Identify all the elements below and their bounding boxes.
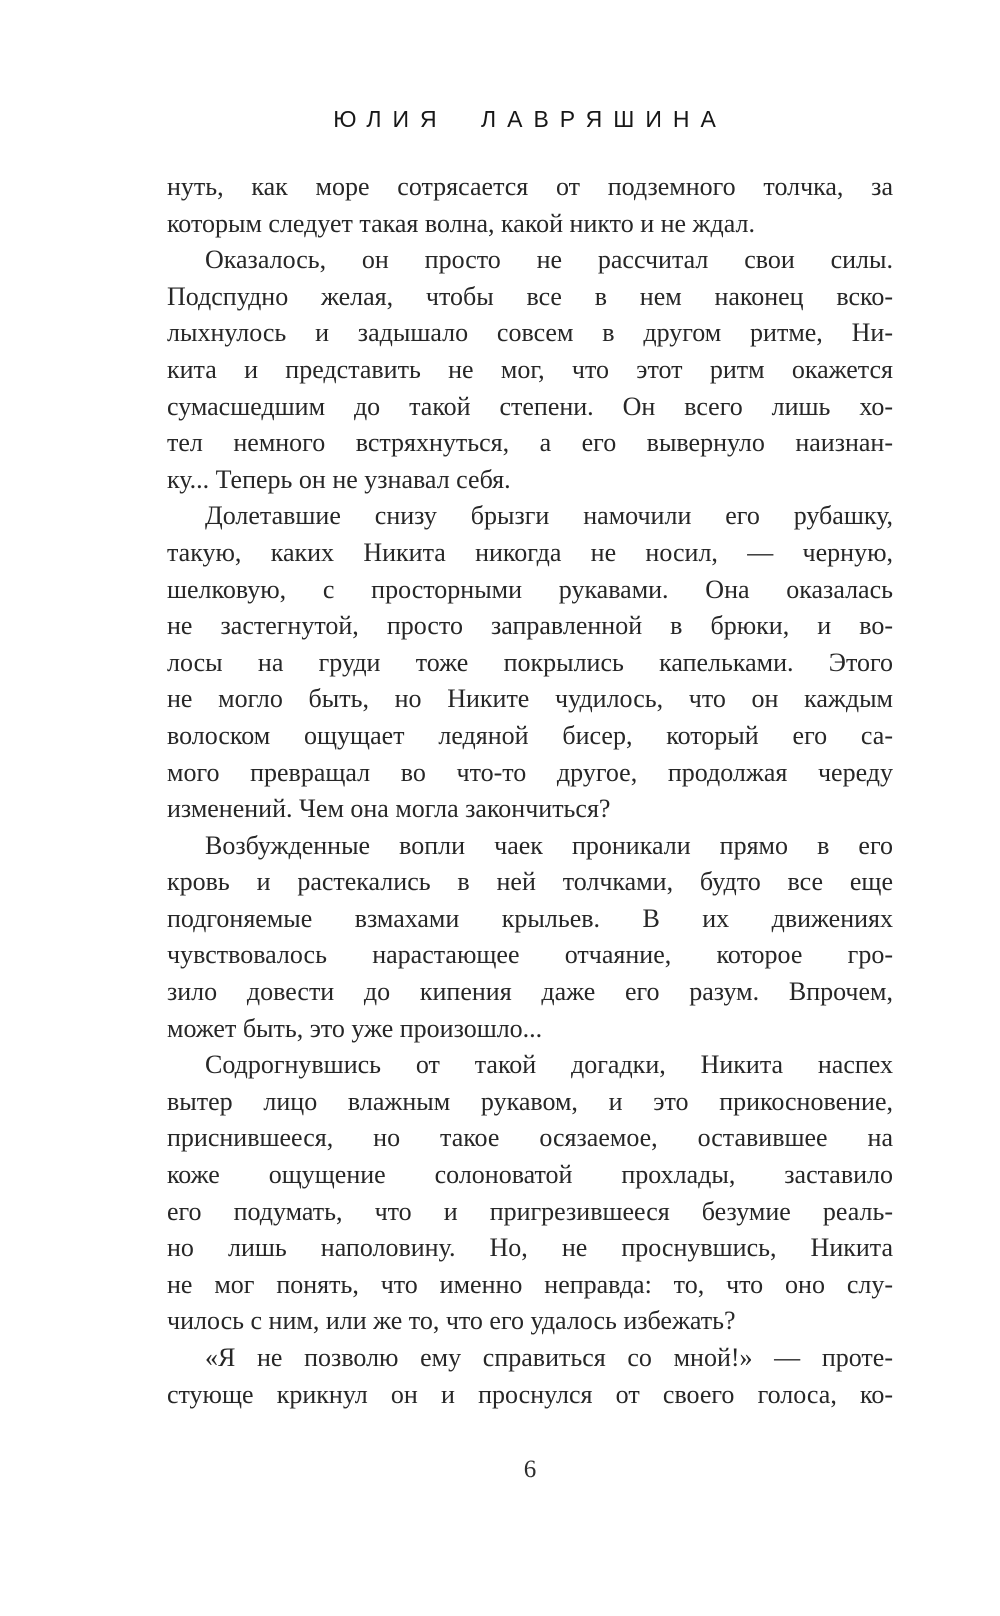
text-line: вытер лицо влажным рукавом, и это прикосновение, bbox=[167, 1086, 893, 1116]
paragraph bbox=[167, 1047, 893, 1340]
text-line: тел немного встряхнуться, а его вывернуло наизнан- bbox=[167, 428, 893, 458]
page-number: 6 bbox=[523, 1456, 537, 1483]
running-head: ЮЛИЯ ЛАВРЯШИНА bbox=[333, 106, 727, 132]
text-line: Долетавшие снизу брызги намочили его рубашку, bbox=[205, 501, 893, 531]
text-line: мого превращал во что-то другое, продолжая череду bbox=[167, 757, 893, 787]
text-line: кита и представить не мог, что этот ритм окажется bbox=[167, 354, 893, 384]
text-line: волоском ощущает ледяной бисер, который его са- bbox=[167, 720, 893, 750]
paragraph bbox=[167, 169, 893, 242]
text-line: «Я не позволю ему справиться со мной!» — проте- bbox=[205, 1343, 893, 1372]
text-line: стующе крикнул он и проснулся от своего голоса, ко- bbox=[167, 1379, 893, 1409]
text-line: шелковую, с просторными рукавами. Она оказалась bbox=[167, 574, 893, 604]
text-line: не могло быть, но Никите чудилось, что он каждым bbox=[167, 684, 893, 714]
text-line: подгоняемые взмахами крыльев. В их движениях bbox=[167, 903, 893, 933]
text-line: его подумать, что и пригрезившееся безумие реаль- bbox=[167, 1196, 893, 1226]
text-block bbox=[167, 169, 893, 1413]
text-line: Оказалось, он просто не рассчитал свои силы. bbox=[205, 245, 893, 275]
text-line: чилось с ним, или же то, что его удалось избежать? bbox=[167, 1306, 736, 1336]
text-line: не застегнутой, просто заправленной в брюки, и во- bbox=[167, 611, 893, 641]
text-line: лыхнулось и задышало совсем в другом ритме, Ни- bbox=[167, 318, 893, 348]
text-line: такую, каких Никита никогда не носил, — черную, bbox=[167, 537, 893, 567]
text-line: нуть, как море сотрясается от подземного толчка, за bbox=[167, 172, 893, 201]
text-line: лосы на груди тоже покрылись капельками. Этого bbox=[167, 647, 893, 677]
text-line: может быть, это уже произошло... bbox=[167, 1013, 543, 1043]
text-line: Подспудно желая, чтобы все в нем наконец вско- bbox=[167, 281, 893, 311]
text-line: Содрогнувшись от такой догадки, Никита наспех bbox=[205, 1050, 893, 1080]
text-line: не мог понять, что именно неправда: то, что оно слу- bbox=[167, 1269, 893, 1299]
paragraph bbox=[167, 828, 893, 1048]
paragraph bbox=[167, 1340, 893, 1413]
text-line: кровь и растекались в ней толчками, будто все еще bbox=[167, 867, 893, 897]
text-line: коже ощущение солоноватой прохлады, заставило bbox=[167, 1160, 893, 1190]
text-line: но лишь наполовину. Но, не проснувшись, Никита bbox=[167, 1233, 893, 1263]
text-line: приснившееся, но такое осязаемое, оставившее на bbox=[167, 1123, 893, 1153]
text-line: ку... Теперь он не узнавал себя. bbox=[167, 464, 511, 494]
text-line: которым следует такая волна, какой никто и не ждал. bbox=[167, 208, 755, 238]
text-line: Возбужденные вопли чаек проникали прямо в его bbox=[205, 830, 893, 860]
text-line: сумасшедшим до такой степени. Он всего лишь хо- bbox=[167, 391, 893, 421]
paragraph bbox=[167, 242, 893, 498]
paragraph bbox=[167, 498, 893, 827]
text-line: изменений. Чем она могла закончиться? bbox=[167, 794, 611, 824]
text-line: зило довести до кипения даже его разум. Впрочем, bbox=[167, 977, 893, 1007]
text-line: чувствовалось нарастающее отчаяние, которое гро- bbox=[167, 940, 893, 970]
